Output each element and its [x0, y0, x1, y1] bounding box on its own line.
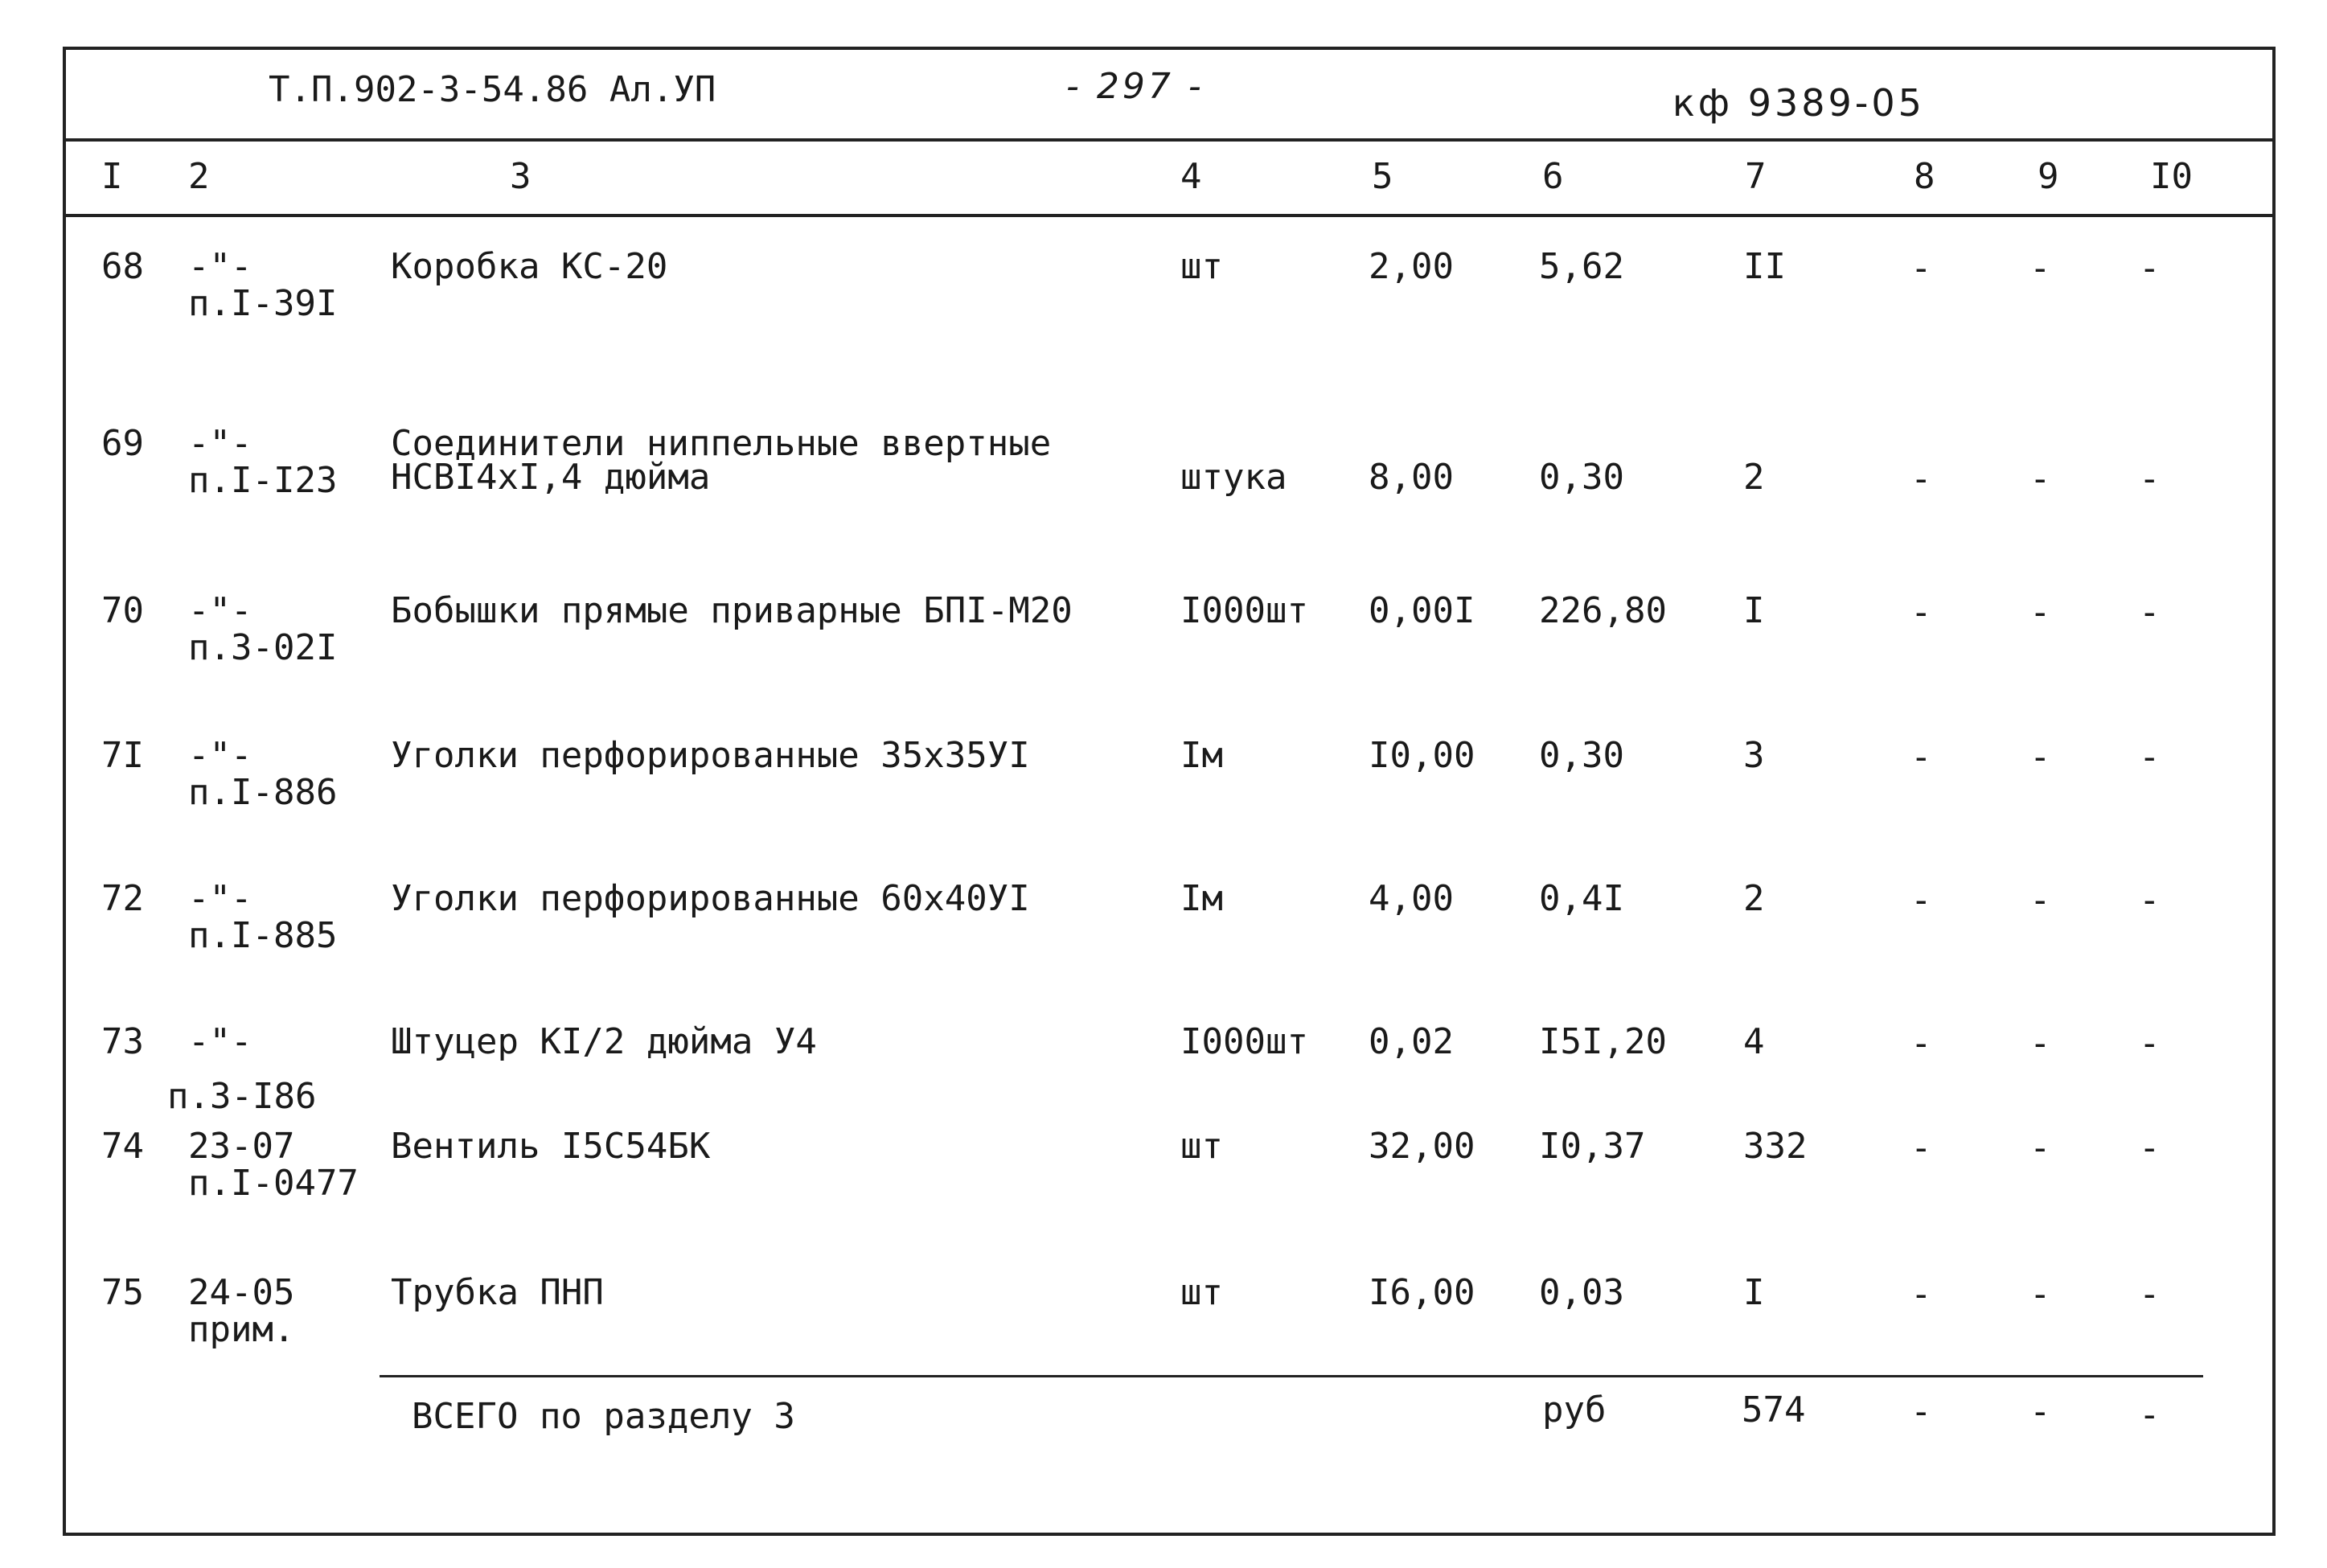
row-col8: - [1910, 1127, 1932, 1168]
row-name: Бобышки прямые приварные БПI-М20 [391, 590, 1073, 631]
column-header-divider [66, 214, 2272, 217]
row-price-code: -"- [188, 246, 252, 287]
col-header-3: 3 [510, 156, 531, 197]
row-number: 70 [101, 590, 144, 631]
row-sum: 2 [1743, 457, 1765, 498]
row-number: 72 [101, 878, 144, 919]
row-name: Трубка ПНП [391, 1272, 604, 1313]
row-quantity: 0,02 [1369, 1021, 1454, 1062]
row-price: 0,03 [1539, 1272, 1624, 1313]
row-price: 5,62 [1539, 246, 1624, 287]
row-price-code-detail: п.I-39I [188, 283, 338, 324]
row-unit: I000шт [1180, 1021, 1308, 1062]
row-col10: - [2139, 1023, 2161, 1064]
row-col10: - [2139, 458, 2161, 499]
row-price: 0,30 [1539, 735, 1624, 776]
stamp-number: кф 9389-05 [1672, 81, 1925, 125]
row-col9: - [2029, 592, 2051, 633]
row-price-code-detail: п.3-I86 [167, 1076, 317, 1117]
row-price: I5I,20 [1539, 1021, 1667, 1062]
row-price-code-detail: п.I-I23 [188, 460, 338, 501]
row-col10: - [2139, 880, 2161, 921]
row-price-code: -"- [188, 590, 252, 631]
total-label: ВСЕГО по разделу 3 [412, 1396, 795, 1437]
row-sum: 4 [1743, 1021, 1765, 1062]
row-quantity: 2,00 [1369, 246, 1454, 287]
row-sum: I [1743, 590, 1765, 631]
row-name-continued: НСВI4хI,4 дюйма [391, 457, 711, 498]
total-sum: 574 [1742, 1389, 1806, 1430]
row-price: 0,30 [1539, 457, 1624, 498]
row-quantity: 4,00 [1369, 878, 1454, 919]
row-quantity: I0,00 [1369, 735, 1475, 776]
row-number: 73 [101, 1021, 144, 1062]
row-price-code: 23-07 [188, 1126, 295, 1167]
row-sum: 3 [1743, 735, 1765, 776]
row-col8: - [1910, 880, 1932, 921]
row-col9: - [2029, 458, 2051, 499]
row-sum: 332 [1743, 1126, 1808, 1167]
row-col10: - [2139, 1274, 2161, 1315]
row-price-code-detail: п.I-0477 [188, 1163, 359, 1204]
row-sum: 2 [1743, 878, 1765, 919]
total-col9: - [2029, 1391, 2051, 1432]
row-number: 7I [101, 735, 144, 776]
row-col10: - [2139, 737, 2161, 778]
col-header-8: 8 [1914, 156, 1935, 197]
row-price-code-detail: п.I-885 [188, 915, 338, 956]
header-divider [66, 138, 2272, 142]
row-price-code: -"- [188, 423, 252, 464]
total-col8: - [1910, 1391, 1932, 1432]
row-col9: - [2029, 248, 2051, 289]
doc-code: Т.П.902-3-54.86 Ал.УП [269, 69, 716, 110]
col-header-2: 2 [188, 156, 210, 197]
col-header-1: I [101, 156, 123, 197]
col-header-7: 7 [1745, 156, 1767, 197]
col-header-5: 5 [1372, 156, 1393, 197]
col-header-9: 9 [2038, 156, 2059, 197]
row-name: Уголки перфорированные 60х40УI [391, 878, 1030, 919]
row-col9: - [2029, 1274, 2051, 1315]
row-name: Штуцер КI/2 дюйма У4 [391, 1021, 817, 1062]
row-price: 226,80 [1539, 590, 1667, 631]
row-col8: - [1910, 1023, 1932, 1064]
row-col9: - [2029, 880, 2051, 921]
row-unit: штука [1180, 457, 1287, 498]
page-number: - 297 - [1066, 66, 1205, 107]
row-unit: Iм [1180, 735, 1223, 776]
row-col9: - [2029, 1127, 2051, 1168]
row-col8: - [1910, 248, 1932, 289]
row-unit: Iм [1180, 878, 1223, 919]
row-name: Соединители ниппельные ввертные [391, 423, 1052, 464]
row-name: Коробка КС-20 [391, 246, 668, 287]
row-name: Уголки перфорированные 35х35УI [391, 735, 1030, 776]
row-col9: - [2029, 737, 2051, 778]
row-sum: I [1743, 1272, 1765, 1313]
row-number: 69 [101, 423, 144, 464]
row-name: Вентиль I5С54БК [391, 1126, 711, 1167]
row-col10: - [2139, 592, 2161, 633]
row-price-code-detail: п.3-02I [188, 627, 338, 668]
row-unit: шт [1180, 1126, 1223, 1167]
row-unit: шт [1180, 246, 1223, 287]
row-col8: - [1910, 458, 1932, 499]
row-sum: II [1743, 246, 1786, 287]
col-header-6: 6 [1542, 156, 1564, 197]
row-col10: - [2139, 1127, 2161, 1168]
row-price-code-detail: прим. [188, 1309, 295, 1350]
total-col10: - [2139, 1394, 2161, 1435]
row-unit: I000шт [1180, 590, 1308, 631]
row-quantity: I6,00 [1369, 1272, 1475, 1313]
total-unit: руб [1542, 1389, 1607, 1430]
row-price-code: -"- [188, 1021, 252, 1062]
row-number: 75 [101, 1272, 144, 1313]
col-header-10: I0 [2150, 156, 2193, 197]
total-divider [380, 1375, 2203, 1377]
row-price: 0,4I [1539, 878, 1624, 919]
row-number: 68 [101, 246, 144, 287]
row-col10: - [2139, 248, 2161, 289]
row-price-code: 24-05 [188, 1272, 295, 1313]
row-price-code: -"- [188, 878, 252, 919]
row-quantity: 8,00 [1369, 457, 1454, 498]
row-quantity: 32,00 [1369, 1126, 1475, 1167]
row-number: 74 [101, 1126, 144, 1167]
row-quantity: 0,00I [1369, 590, 1475, 631]
row-col9: - [2029, 1023, 2051, 1064]
row-col8: - [1910, 592, 1932, 633]
row-price-code: -"- [188, 735, 252, 776]
row-unit: шт [1180, 1272, 1223, 1313]
row-price: I0,37 [1539, 1126, 1646, 1167]
row-price-code-detail: п.I-886 [188, 772, 338, 813]
row-col8: - [1910, 1274, 1932, 1315]
col-header-4: 4 [1180, 156, 1202, 197]
document-sheet [63, 47, 2276, 1536]
row-col8: - [1910, 737, 1932, 778]
